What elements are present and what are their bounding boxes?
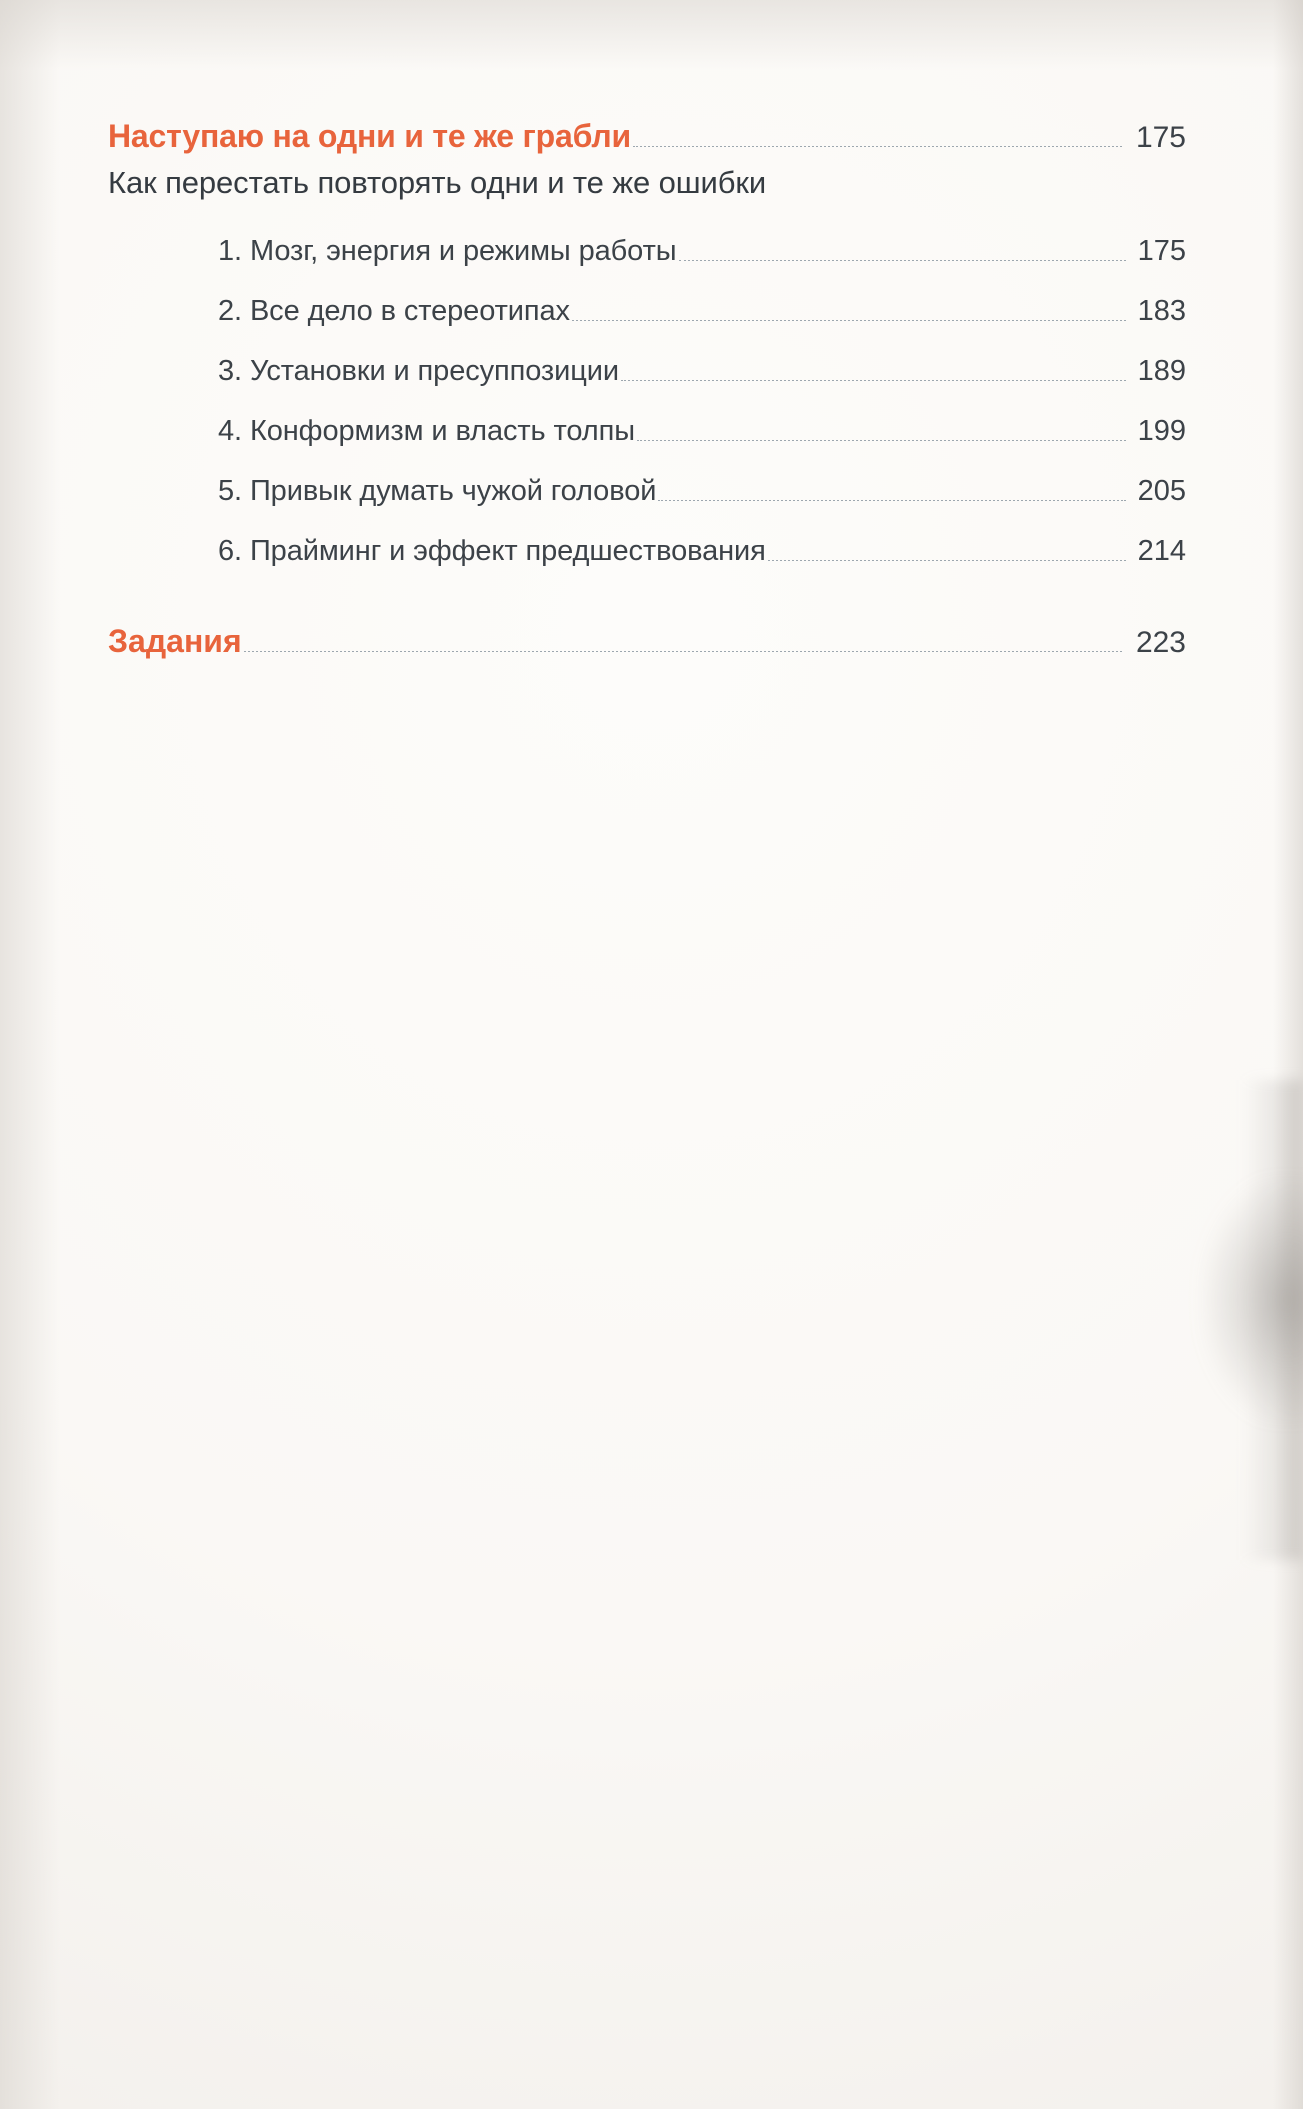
table-of-contents (108, 118, 1186, 660)
toc-leader-dots (572, 320, 1126, 321)
toc-leader-dots (637, 440, 1126, 441)
toc-chapter-entry[interactable] (108, 118, 1186, 155)
page-showthrough-artifact (400, 1620, 840, 1804)
toc-leader-dots (621, 380, 1126, 381)
toc-item-title: 2. Все дело в стереотипах (218, 295, 570, 327)
toc-item[interactable] (218, 475, 1186, 508)
toc-item-page: 214 (1137, 535, 1186, 567)
toc-chapter-subtitle: Как перестать повторять одни и те же ошибки (108, 165, 767, 200)
toc-leader-dots (679, 260, 1127, 261)
toc-item-page: 205 (1137, 475, 1186, 507)
toc-leader-dots (244, 651, 1122, 652)
toc-item-title: 1. Мозг, энергия и режимы работы (218, 235, 677, 267)
toc-item[interactable] (218, 415, 1186, 448)
toc-item-page: 183 (1137, 295, 1186, 327)
toc-final-page: 223 (1135, 626, 1186, 659)
toc-final-entry[interactable] (108, 623, 1186, 660)
toc-item-list (108, 235, 1186, 568)
toc-item-title: 4. Конформизм и власть толпы (218, 415, 635, 447)
toc-leader-dots (658, 500, 1126, 501)
page-shadow-top (0, 0, 1303, 70)
toc-item-page: 175 (1137, 235, 1186, 267)
toc-item-title: 6. Прайминг и эффект предшествования (218, 535, 766, 567)
toc-item-title: 3. Установки и пресуппозиции (218, 355, 619, 387)
page-edge-smudge (1203, 1180, 1303, 1420)
page-shadow-left (0, 0, 60, 2109)
toc-item[interactable] (218, 295, 1186, 328)
page-edge-gradient (1243, 1080, 1303, 1560)
toc-item-page: 189 (1137, 355, 1186, 387)
toc-item[interactable] (218, 235, 1186, 268)
toc-item-page: 199 (1137, 415, 1186, 447)
toc-leader-dots (633, 146, 1122, 147)
toc-leader-dots (768, 560, 1126, 561)
toc-item[interactable] (218, 535, 1186, 568)
toc-chapter-title: Наступаю на одни и те же грабли (108, 118, 631, 154)
toc-item[interactable] (218, 355, 1186, 388)
page-shadow-right (1273, 0, 1303, 2109)
toc-final-title: Задания (108, 623, 242, 659)
toc-chapter-page: 175 (1135, 121, 1186, 154)
toc-item-title: 5. Привык думать чужой головой (218, 475, 657, 507)
